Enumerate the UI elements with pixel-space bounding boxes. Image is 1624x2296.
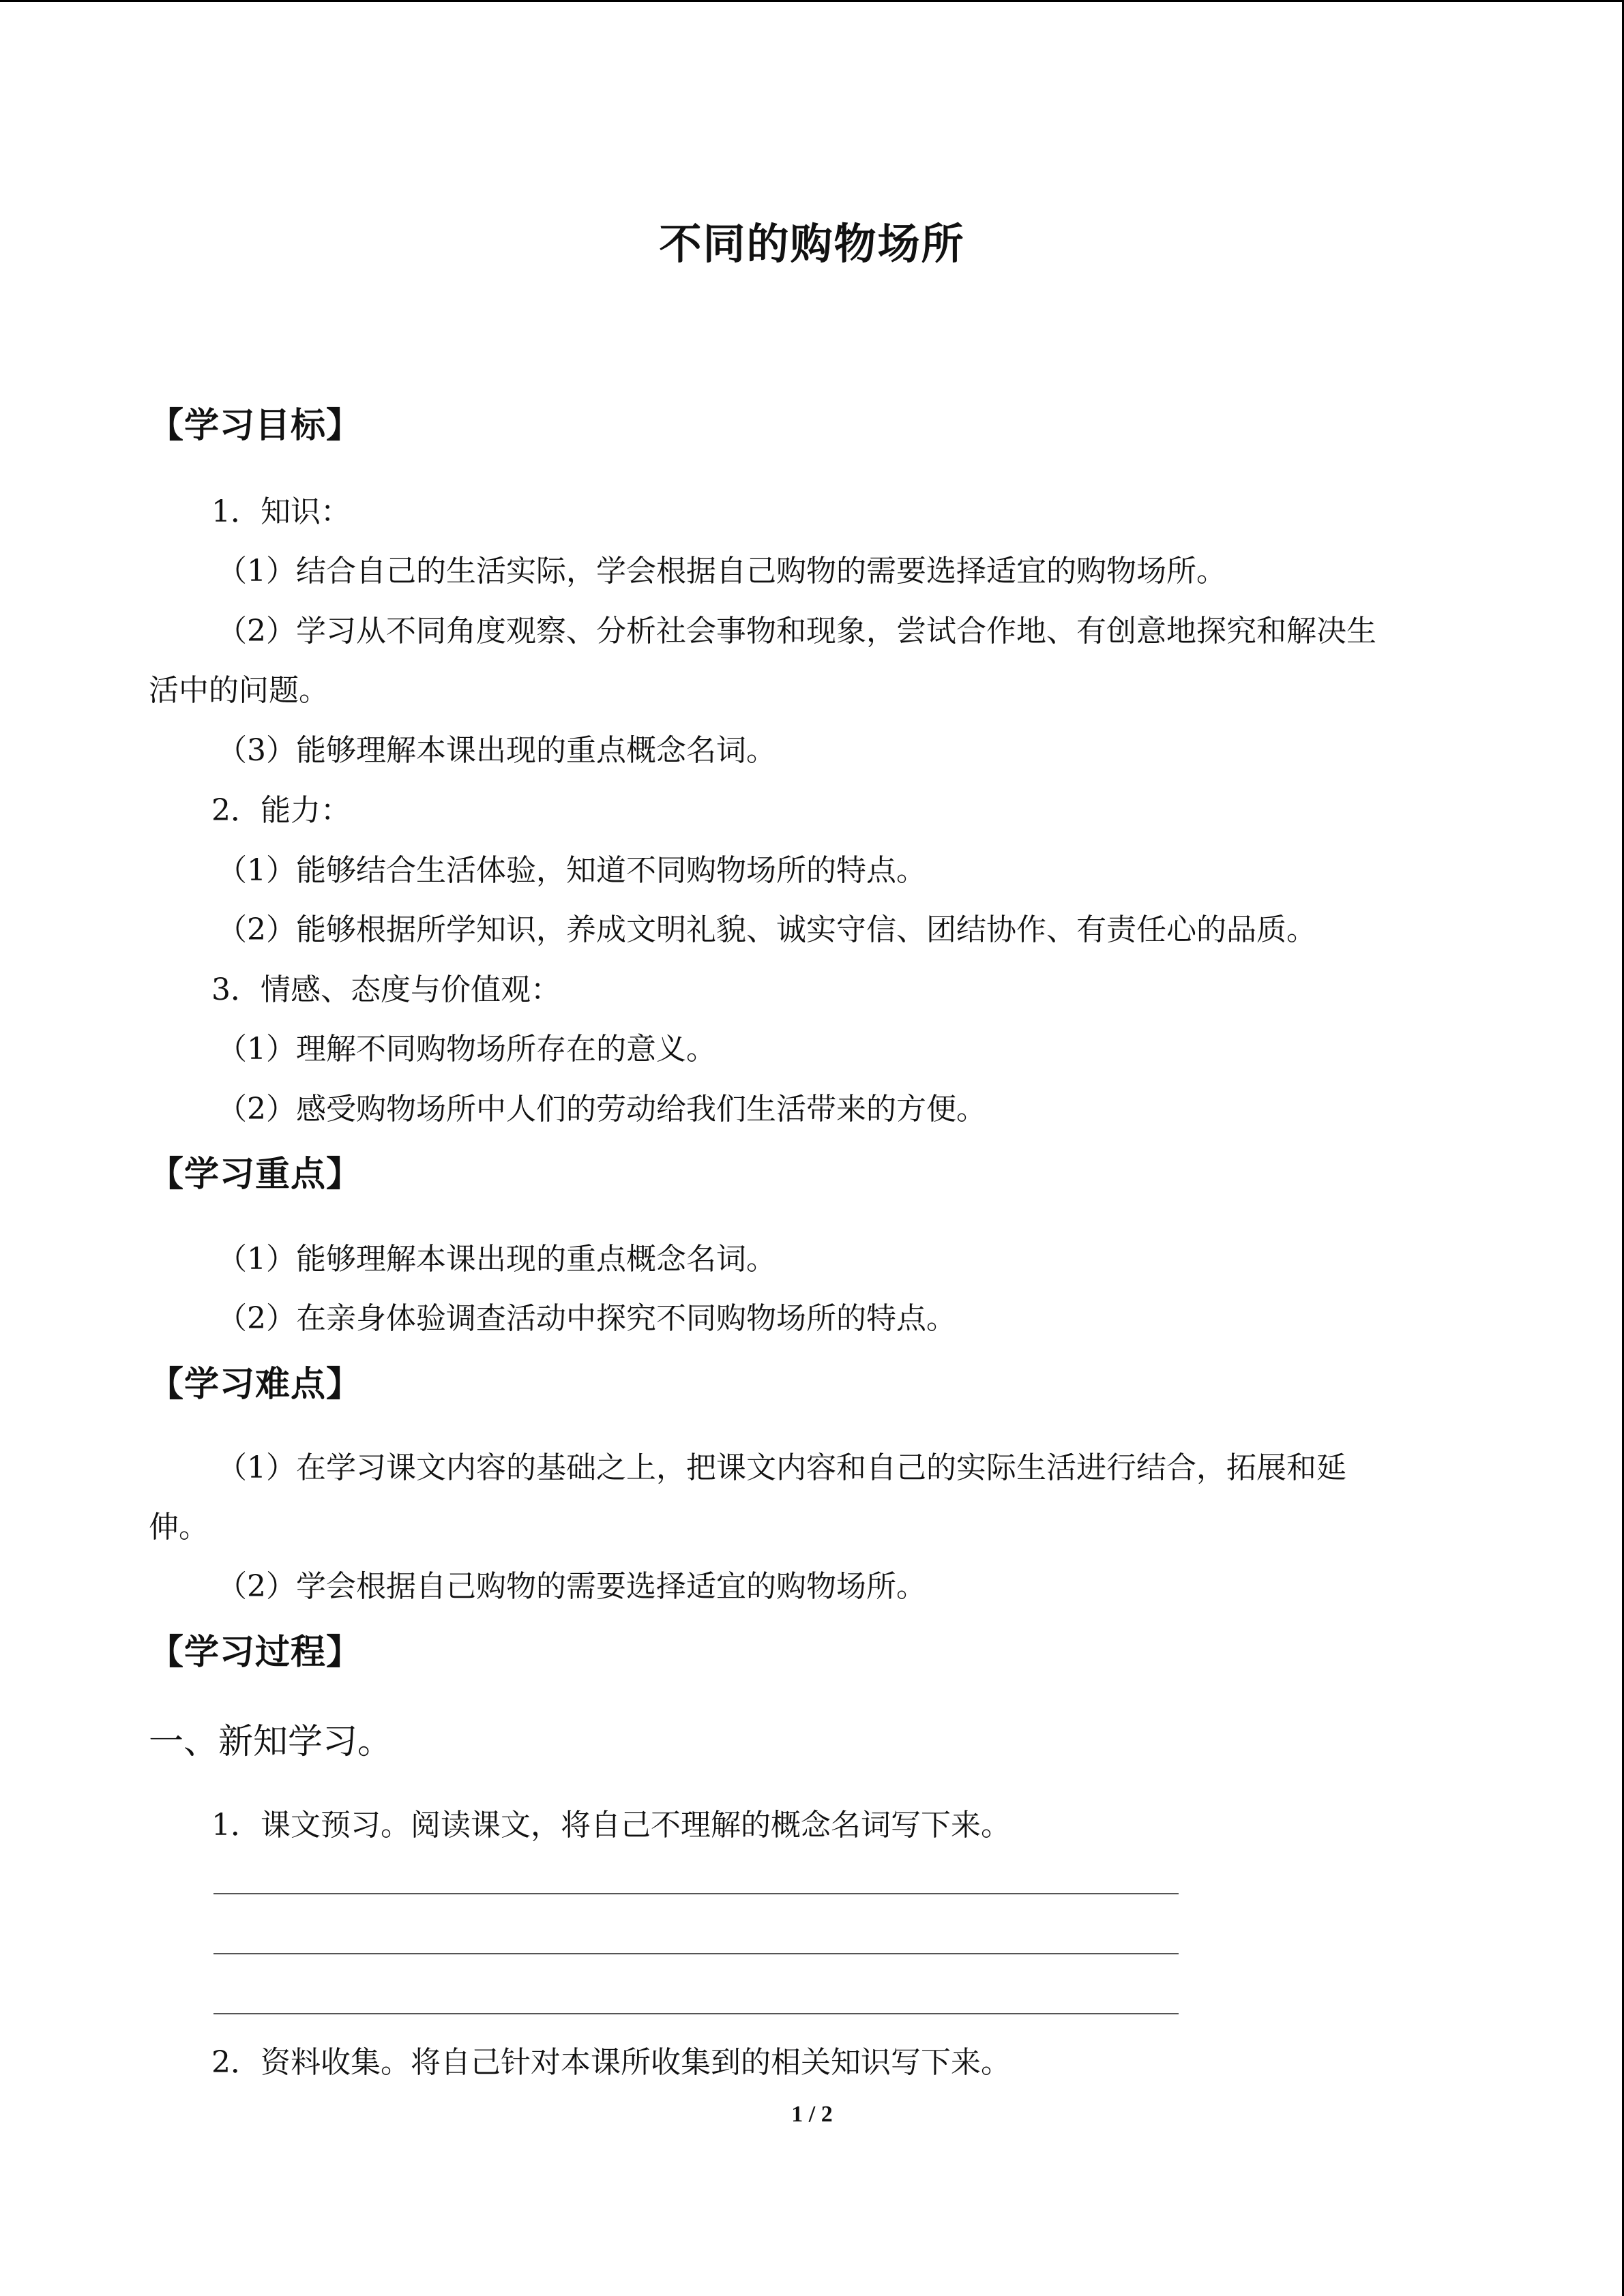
goal-ability-label: 2．能力：: [211, 793, 351, 828]
difficulty-2: （2）学会根据自己购物的需要选择适宜的购物场所。: [217, 1569, 926, 1604]
process-question-2: 2．资料收集。将自己针对本课所收集到的相关知识写下来。: [211, 2045, 1011, 2080]
heading-difficulties: 【学习难点】: [149, 1365, 362, 1405]
key-point-1: （1）能够理解本课出现的重点概念名词。: [217, 1242, 776, 1277]
document-title: 不同的购物场所: [659, 219, 965, 269]
goal-knowledge-item-2-cont: 活中的问题。: [149, 673, 329, 708]
goal-knowledge-item-1: （1）结合自己的生活实际，学会根据自己购物的需要选择适宜的购物场所。: [217, 554, 1226, 588]
goal-attitude-item-2: （2）感受购物场所中人们的劳动给我们生活带来的方便。: [217, 1092, 986, 1127]
difficulty-1: （1）在学习课文内容的基础之上，把课文内容和自己的实际生活进行结合，拓展和延: [217, 1450, 1346, 1485]
goal-attitude-label: 3．情感、态度与价值观：: [211, 972, 561, 1007]
process-part-1: 一、新知学习。: [149, 1722, 393, 1762]
answer-line-3[interactable]: [213, 2013, 1179, 2014]
answer-line-2[interactable]: [213, 1953, 1179, 1954]
page-number: 1 / 2: [791, 2102, 833, 2127]
goal-knowledge-label: 1．知识：: [211, 494, 351, 529]
heading-learning-goals: 【学习目标】: [149, 406, 362, 446]
goal-ability-item-2: （2）能够根据所学知识，养成文明礼貌、诚实守信、团结协作、有责任心的品质。: [217, 912, 1316, 947]
difficulty-1-cont: 伸。: [149, 1510, 209, 1545]
goal-attitude-item-1: （1）理解不同购物场所存在的意义。: [217, 1032, 716, 1067]
goal-knowledge-item-2: （2）学习从不同角度观察、分析社会事物和现象，尝试合作地、有创意地探究和解决生: [217, 614, 1376, 648]
process-question-1: 1．课文预习。阅读课文，将自己不理解的概念名词写下来。: [211, 1808, 1011, 1843]
heading-key-points: 【学习重点】: [149, 1154, 362, 1195]
goal-ability-item-1: （1）能够结合生活体验，知道不同购物场所的特点。: [217, 853, 926, 888]
page-border-top: [0, 0, 1624, 2]
answer-line-1[interactable]: [213, 1893, 1179, 1894]
goal-knowledge-item-3: （3）能够理解本课出现的重点概念名词。: [217, 733, 776, 768]
heading-learning-process: 【学习过程】: [149, 1632, 362, 1673]
key-point-2: （2）在亲身体验调查活动中探究不同购物场所的特点。: [217, 1301, 956, 1336]
